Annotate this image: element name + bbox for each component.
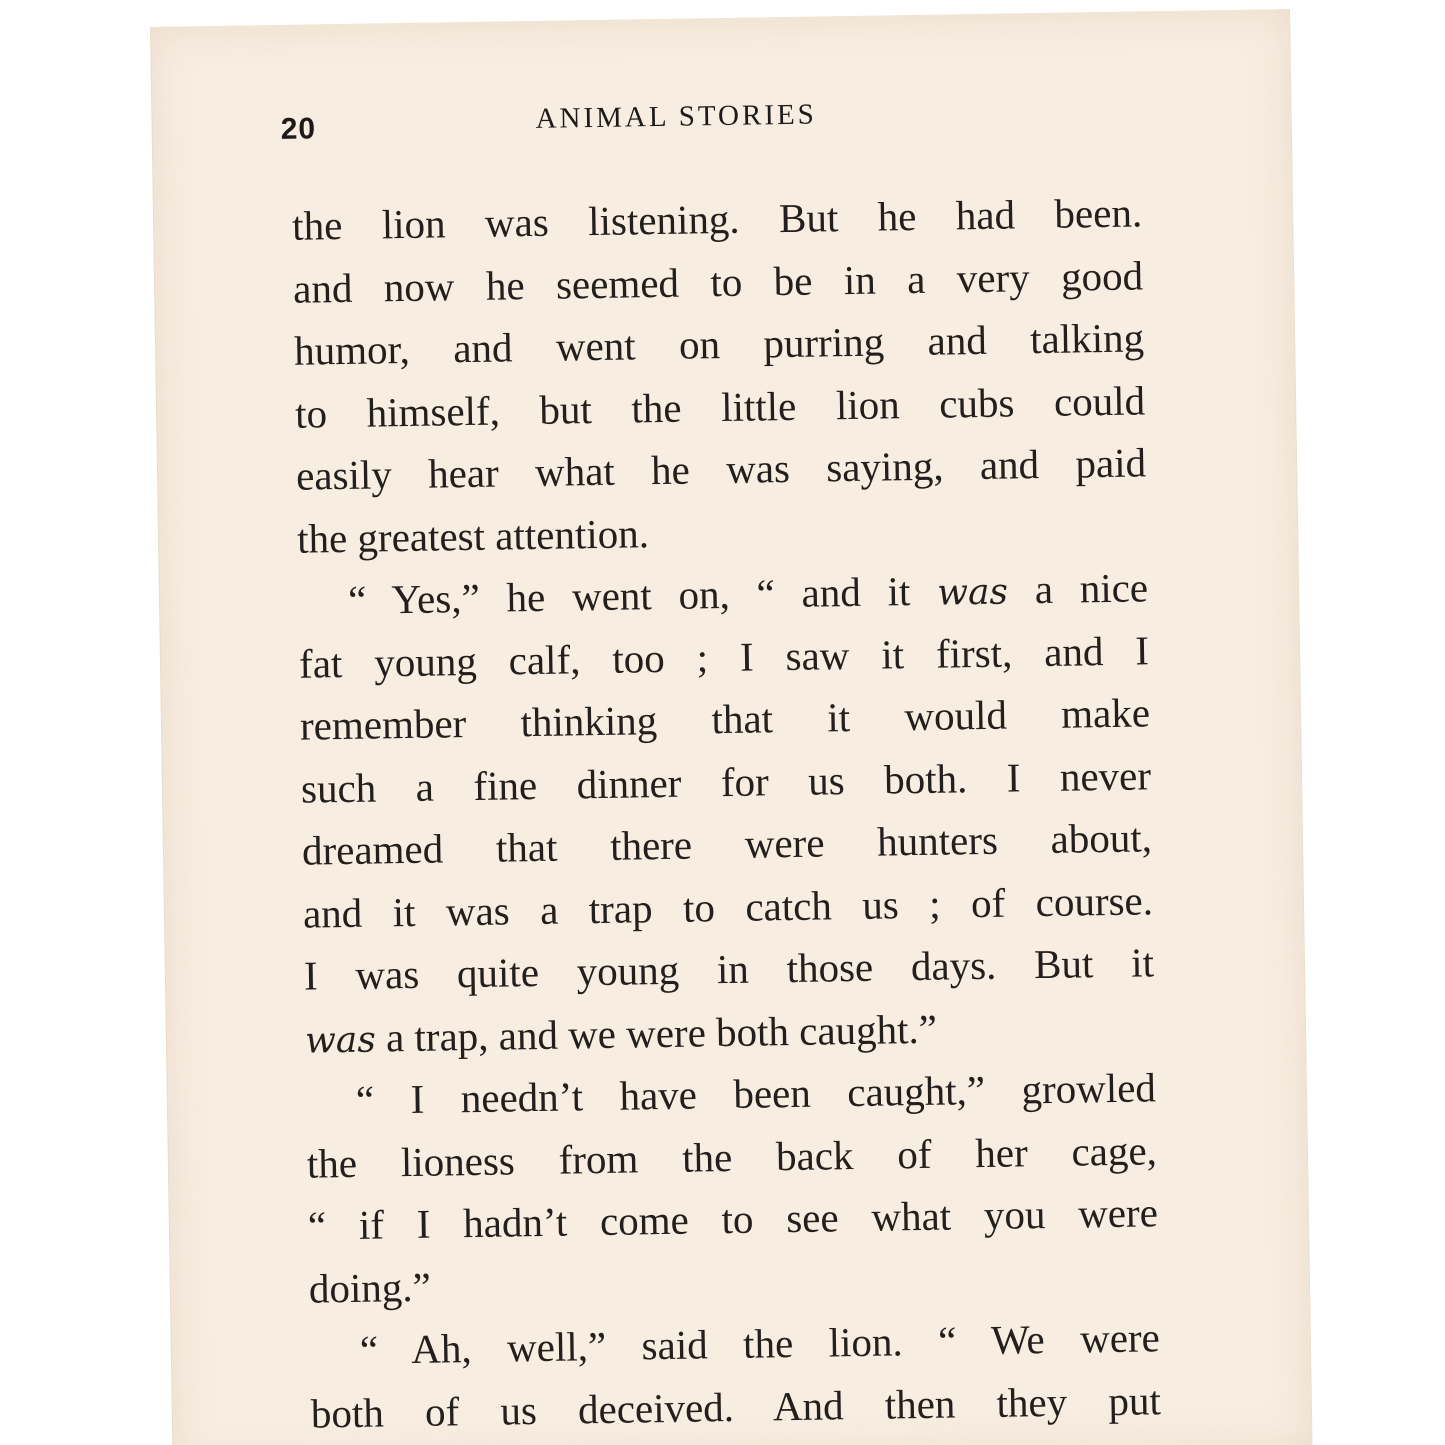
text-line: the greatest attention. — [296, 509, 650, 562]
text-line: to himself, but the little lion cubs could — [294, 376, 1146, 437]
italic-word: was — [936, 571, 1009, 614]
text-line: dreamed that there were hunters about, — [301, 814, 1153, 874]
text-line: I was quite young in those days. But it — [303, 939, 1155, 999]
text-line: “ Ah, well,” said the lion. “ We were — [359, 1314, 1161, 1373]
body-text — [292, 181, 1162, 1444]
line-segment: a trap, and we were both caught.” — [385, 1005, 938, 1060]
page-header — [280, 93, 1141, 147]
text-line: humor, and went on purring and talking — [293, 314, 1145, 374]
text-line: easily hear what he was saying, and paid — [295, 439, 1147, 499]
text-line: the lioness from the back of her cage, — [306, 1126, 1158, 1187]
page-number: 20 — [280, 112, 317, 146]
text-line: and it was a trap to catch us ; of course. — [302, 876, 1154, 937]
text-line: “ if I hadn’t come to see what you were — [307, 1189, 1159, 1249]
line-segment: a nice — [1034, 564, 1149, 613]
text-line: fat young calf, too ; I saw it first, and I — [298, 626, 1150, 687]
line-segment: “ Yes,” he went on, “ and it — [347, 568, 911, 623]
book-page — [150, 9, 1312, 1445]
text-line: doing.” — [308, 1263, 432, 1312]
text-line: the lion was listening. But he had been. — [291, 189, 1143, 249]
text-line: remember thinking that it would make — [299, 689, 1151, 749]
text-line: such a fine dinner for us both. I never — [300, 751, 1152, 812]
text-line: both of us deceived. And then they put — [310, 1376, 1162, 1437]
text-line: “ I needn’t have been caught,” growled — [355, 1064, 1157, 1123]
running-head: ANIMAL STORIES — [535, 98, 818, 135]
text-line: and now he seemed to be in a very good — [292, 251, 1144, 312]
italic-word: was — [304, 1019, 377, 1062]
